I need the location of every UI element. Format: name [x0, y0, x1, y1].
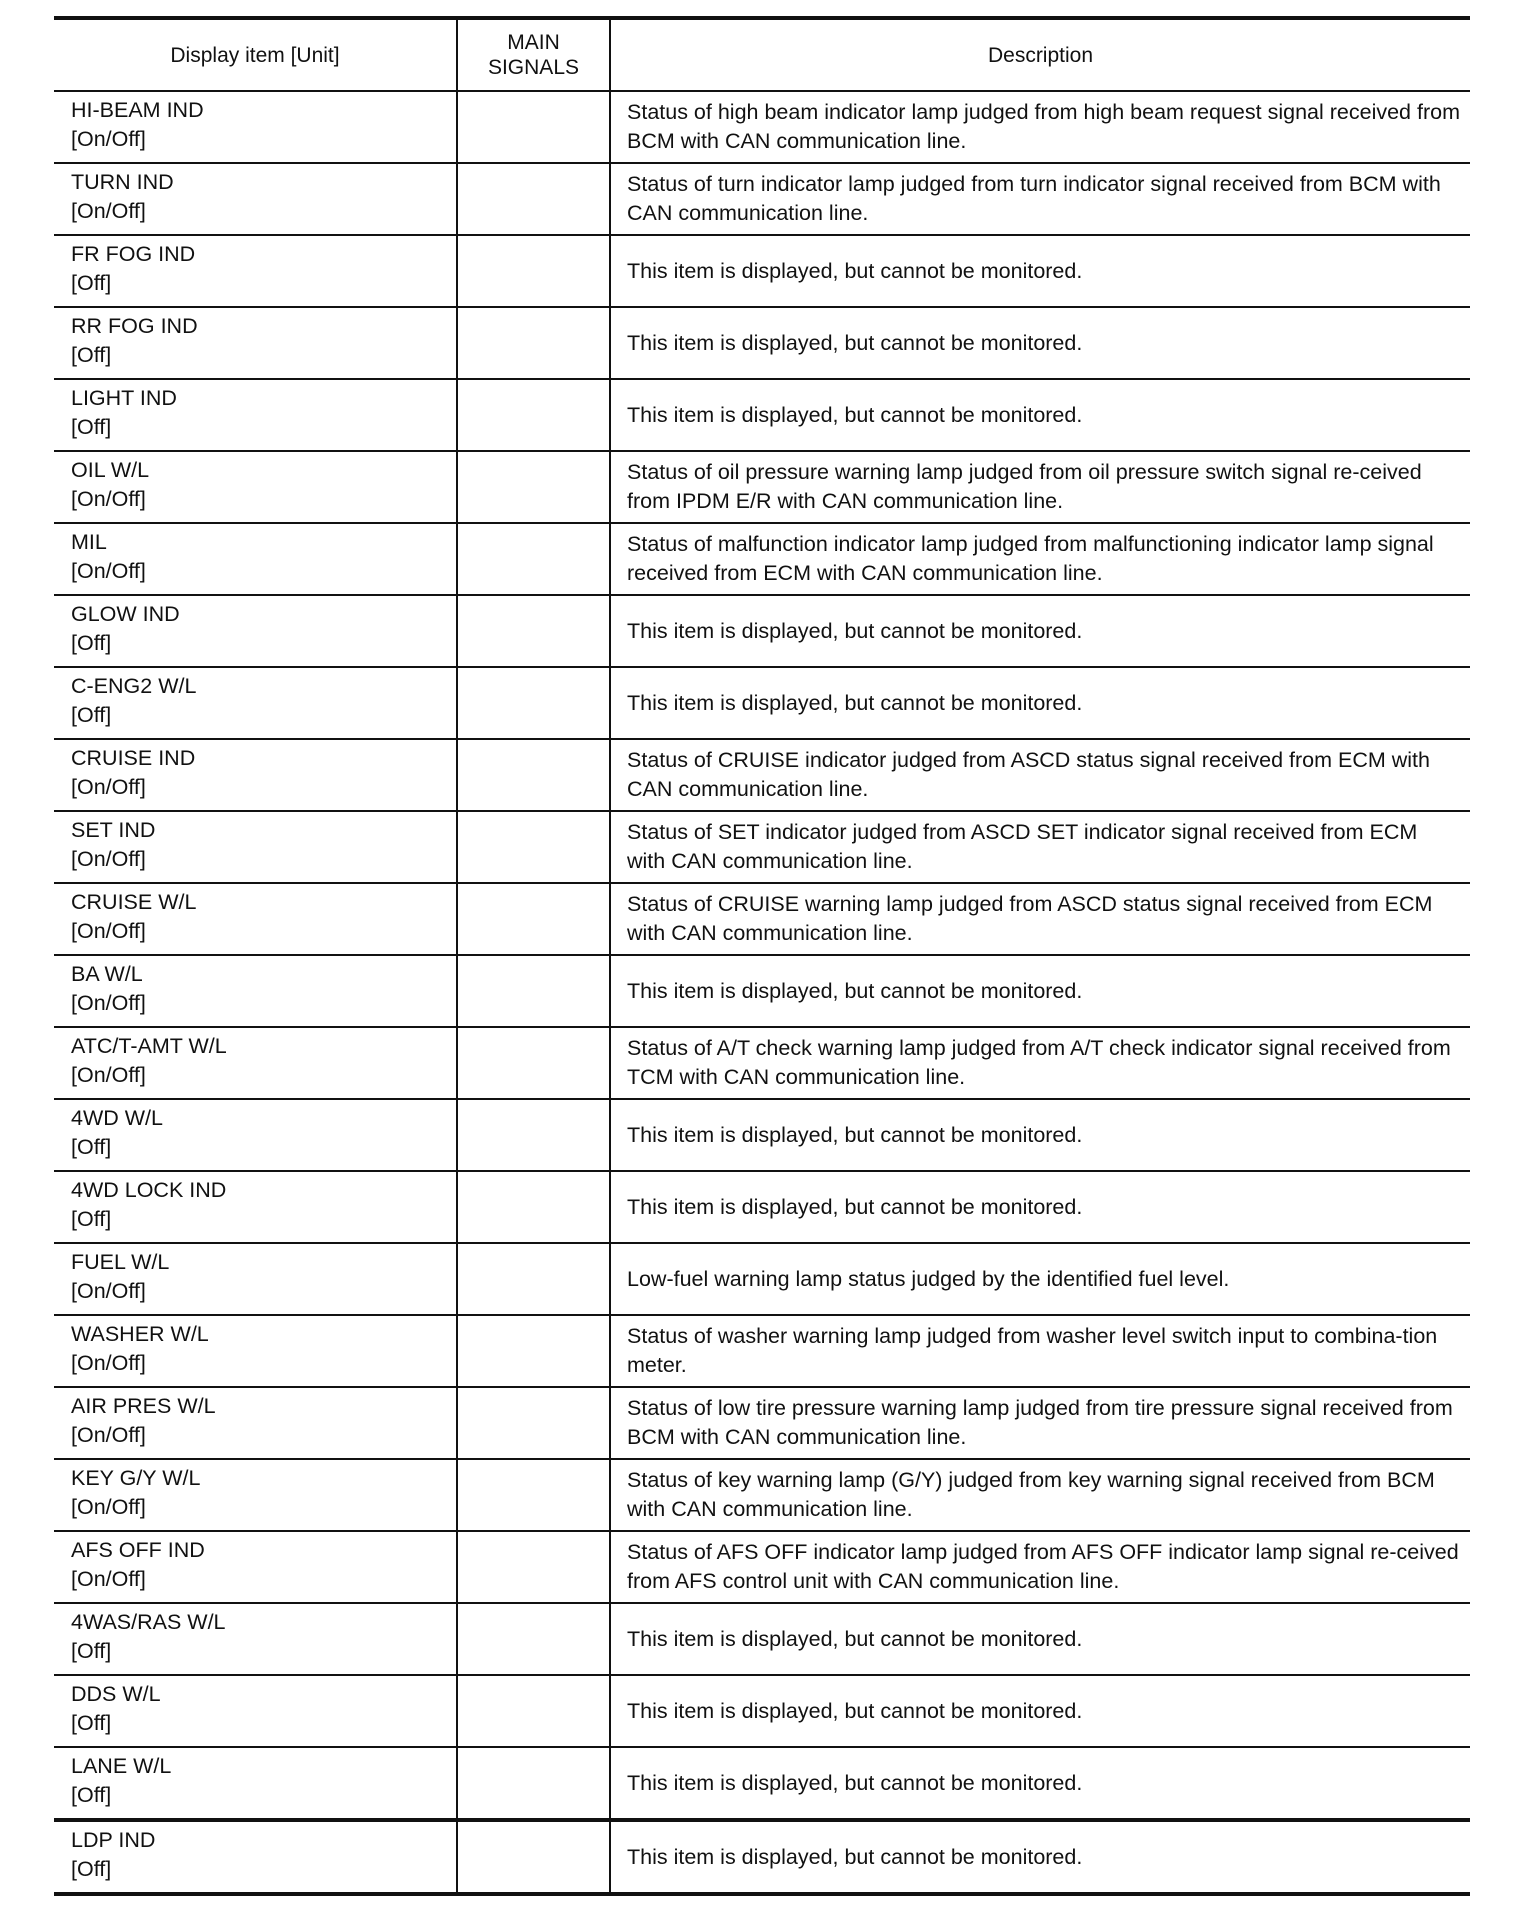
description-cell: This item is displayed, but cannot be monitored.	[610, 667, 1470, 739]
main-signals-cell	[457, 1099, 610, 1171]
description-cell: This item is displayed, but cannot be monitored.	[610, 1171, 1470, 1243]
table-row	[54, 1603, 1470, 1675]
display-item-unit: [Off]	[71, 1711, 112, 1735]
table-header-row	[54, 18, 1470, 91]
display-item-cell	[54, 1171, 457, 1243]
table-row	[54, 1820, 1470, 1894]
display-item-name: 4WAS/RAS W/L	[71, 1610, 226, 1634]
display-item-name: HI-BEAM IND	[71, 98, 204, 122]
display-item-table	[54, 16, 1470, 1896]
main-signals-cell	[457, 1820, 610, 1894]
display-item-cell	[54, 883, 457, 955]
display-item-cell	[54, 955, 457, 1027]
display-item-cell	[54, 739, 457, 811]
table-row	[54, 1027, 1470, 1099]
main-signals-cell	[457, 667, 610, 739]
description-cell: This item is displayed, but cannot be monitored.	[610, 1820, 1470, 1894]
main-signals-cell	[457, 595, 610, 667]
display-item-cell	[54, 91, 457, 163]
table-row	[54, 739, 1470, 811]
description-cell: This item is displayed, but cannot be monitored.	[610, 1747, 1470, 1820]
description-cell: This item is displayed, but cannot be monitored.	[610, 1603, 1470, 1675]
table-row	[54, 91, 1470, 163]
main-signals-cell	[457, 1243, 610, 1315]
display-item-name: C-ENG2 W/L	[71, 674, 197, 698]
table-row	[54, 307, 1470, 379]
table-row	[54, 1459, 1470, 1531]
header-main-signals-text: MAIN SIGNALS	[487, 31, 580, 79]
main-signals-cell	[457, 307, 610, 379]
table-row	[54, 1315, 1470, 1387]
main-signals-cell	[457, 1531, 610, 1603]
display-item-cell	[54, 307, 457, 379]
display-item-unit: [Off]	[71, 631, 112, 655]
display-item-cell	[54, 595, 457, 667]
display-item-unit: [Off]	[71, 415, 112, 439]
description-cell: This item is displayed, but cannot be monitored.	[610, 307, 1470, 379]
display-item-cell	[54, 1820, 457, 1894]
description-cell: Status of low tire pressure warning lamp judged from tire pressure signal received from BCM with CAN communication line.	[610, 1387, 1470, 1459]
display-item-name: LIGHT IND	[71, 386, 177, 410]
display-item-cell	[54, 1099, 457, 1171]
table-row	[54, 235, 1470, 307]
description-cell: Status of A/T check warning lamp judged from A/T check indicator signal received from TCM with CAN communication line.	[610, 1027, 1470, 1099]
display-item-name: 4WD LOCK IND	[71, 1178, 227, 1202]
display-item-cell	[54, 1459, 457, 1531]
description-cell: Status of washer warning lamp judged from washer level switch input to combina-tion meter.	[610, 1315, 1470, 1387]
description-cell: Status of CRUISE warning lamp judged from ASCD status signal received from ECM with CAN communication line.	[610, 883, 1470, 955]
display-item-name: AIR PRES W/L	[71, 1394, 216, 1418]
display-item-name: CRUISE W/L	[71, 890, 197, 914]
display-item-unit: [Off]	[71, 271, 112, 295]
display-item-cell	[54, 1675, 457, 1747]
description-cell: Status of key warning lamp (G/Y) judged from key warning signal received from BCM with CAN communication line.	[610, 1459, 1470, 1531]
main-signals-cell	[457, 91, 610, 163]
display-item-name: BA W/L	[71, 962, 143, 986]
table-row	[54, 523, 1470, 595]
main-signals-cell	[457, 1027, 610, 1099]
display-item-cell	[54, 163, 457, 235]
header-description: Description	[610, 18, 1470, 91]
main-signals-cell	[457, 739, 610, 811]
display-item-name: LDP IND	[71, 1828, 156, 1852]
display-item-name: CRUISE IND	[71, 746, 196, 770]
table-row	[54, 811, 1470, 883]
display-item-unit: [On/Off]	[71, 199, 146, 223]
description-cell: Status of AFS OFF indicator lamp judged from AFS OFF indicator lamp signal re-ceived from AFS control unit with CAN communication line.	[610, 1531, 1470, 1603]
display-item-cell	[54, 1027, 457, 1099]
description-cell: Status of turn indicator lamp judged from turn indicator signal received from BCM with CAN communication line.	[610, 163, 1470, 235]
display-item-unit: [Off]	[71, 1783, 112, 1807]
main-signals-cell	[457, 1387, 610, 1459]
display-item-cell	[54, 523, 457, 595]
display-item-name: GLOW IND	[71, 602, 180, 626]
display-item-name: WASHER W/L	[71, 1322, 209, 1346]
display-item-cell	[54, 1315, 457, 1387]
table-row	[54, 1099, 1470, 1171]
description-cell: This item is displayed, but cannot be monitored.	[610, 955, 1470, 1027]
description-cell: Status of oil pressure warning lamp judged from oil pressure switch signal re-ceived from IPDM E/R with CAN communication line.	[610, 451, 1470, 523]
display-item-name: FR FOG IND	[71, 242, 196, 266]
table-row	[54, 595, 1470, 667]
main-signals-cell	[457, 1171, 610, 1243]
table-row	[54, 1747, 1470, 1820]
display-item-cell	[54, 379, 457, 451]
table-row	[54, 163, 1470, 235]
display-item-unit: [Off]	[71, 1135, 112, 1159]
display-item-unit: [On/Off]	[71, 1351, 146, 1375]
main-signals-cell	[457, 1603, 610, 1675]
display-item-unit: [Off]	[71, 343, 112, 367]
display-item-unit: [On/Off]	[71, 1279, 146, 1303]
display-item-name: KEY G/Y W/L	[71, 1466, 201, 1490]
display-item-name: TURN IND	[71, 170, 174, 194]
table-row	[54, 451, 1470, 523]
main-signals-cell	[457, 883, 610, 955]
display-item-name: ATC/T-AMT W/L	[71, 1034, 227, 1058]
description-cell: Status of CRUISE indicator judged from ASCD status signal received from ECM with CAN communication line.	[610, 739, 1470, 811]
main-signals-cell	[457, 1675, 610, 1747]
display-item-name: FUEL W/L	[71, 1250, 170, 1274]
main-signals-cell	[457, 235, 610, 307]
main-signals-cell	[457, 379, 610, 451]
display-item-unit: [On/Off]	[71, 559, 146, 583]
document-page	[54, 16, 1470, 1896]
display-item-name: LANE W/L	[71, 1754, 172, 1778]
table-row	[54, 1531, 1470, 1603]
table-row	[54, 667, 1470, 739]
display-item-unit: [Off]	[71, 1857, 112, 1881]
main-signals-cell	[457, 163, 610, 235]
display-item-unit: [On/Off]	[71, 487, 146, 511]
display-item-unit: [On/Off]	[71, 1567, 146, 1591]
table-row	[54, 1675, 1470, 1747]
main-signals-cell	[457, 811, 610, 883]
display-item-cell	[54, 1387, 457, 1459]
display-item-unit: [Off]	[71, 1207, 112, 1231]
display-item-unit: [Off]	[71, 703, 112, 727]
display-item-name: RR FOG IND	[71, 314, 198, 338]
display-item-unit: [On/Off]	[71, 847, 146, 871]
description-cell: This item is displayed, but cannot be monitored.	[610, 379, 1470, 451]
display-item-cell	[54, 451, 457, 523]
main-signals-cell	[457, 451, 610, 523]
main-signals-cell	[457, 1315, 610, 1387]
table-row	[54, 1171, 1470, 1243]
display-item-cell	[54, 811, 457, 883]
display-item-cell	[54, 1603, 457, 1675]
description-cell: This item is displayed, but cannot be monitored.	[610, 595, 1470, 667]
description-cell: Status of malfunction indicator lamp judged from malfunctioning indicator lamp signal received from ECM with CAN communication line.	[610, 523, 1470, 595]
table-row	[54, 1243, 1470, 1315]
main-signals-cell	[457, 1459, 610, 1531]
display-item-name: AFS OFF IND	[71, 1538, 205, 1562]
display-item-cell	[54, 1243, 457, 1315]
display-item-name: DDS W/L	[71, 1682, 161, 1706]
display-item-cell	[54, 235, 457, 307]
table-row	[54, 883, 1470, 955]
display-item-name: MIL	[71, 530, 107, 554]
table-body	[54, 91, 1470, 1894]
description-cell: This item is displayed, but cannot be monitored.	[610, 1675, 1470, 1747]
description-cell: This item is displayed, but cannot be monitored.	[610, 235, 1470, 307]
display-item-cell	[54, 667, 457, 739]
description-cell: This item is displayed, but cannot be monitored.	[610, 1099, 1470, 1171]
main-signals-cell	[457, 523, 610, 595]
display-item-unit: [On/Off]	[71, 775, 146, 799]
table-row	[54, 1387, 1470, 1459]
display-item-cell	[54, 1531, 457, 1603]
display-item-unit: [On/Off]	[71, 1423, 146, 1447]
description-cell: Status of high beam indicator lamp judged from high beam request signal received from BCM with CAN communication line.	[610, 91, 1470, 163]
main-signals-cell	[457, 1747, 610, 1820]
display-item-name: 4WD W/L	[71, 1106, 163, 1130]
table-row	[54, 955, 1470, 1027]
display-item-unit: [On/Off]	[71, 991, 146, 1015]
header-main-signals	[457, 18, 610, 91]
display-item-cell	[54, 1747, 457, 1820]
display-item-unit: [On/Off]	[71, 127, 146, 151]
display-item-unit: [On/Off]	[71, 1495, 146, 1519]
description-cell: Low-fuel warning lamp status judged by the identified fuel level.	[610, 1243, 1470, 1315]
header-display-item: Display item [Unit]	[54, 18, 457, 91]
display-item-unit: [Off]	[71, 1639, 112, 1663]
description-cell: Status of SET indicator judged from ASCD SET indicator signal received from ECM with CAN communication line.	[610, 811, 1470, 883]
display-item-unit: [On/Off]	[71, 919, 146, 943]
display-item-unit: [On/Off]	[71, 1063, 146, 1087]
table-row	[54, 379, 1470, 451]
display-item-name: OIL W/L	[71, 458, 150, 482]
display-item-name: SET IND	[71, 818, 156, 842]
main-signals-cell	[457, 955, 610, 1027]
